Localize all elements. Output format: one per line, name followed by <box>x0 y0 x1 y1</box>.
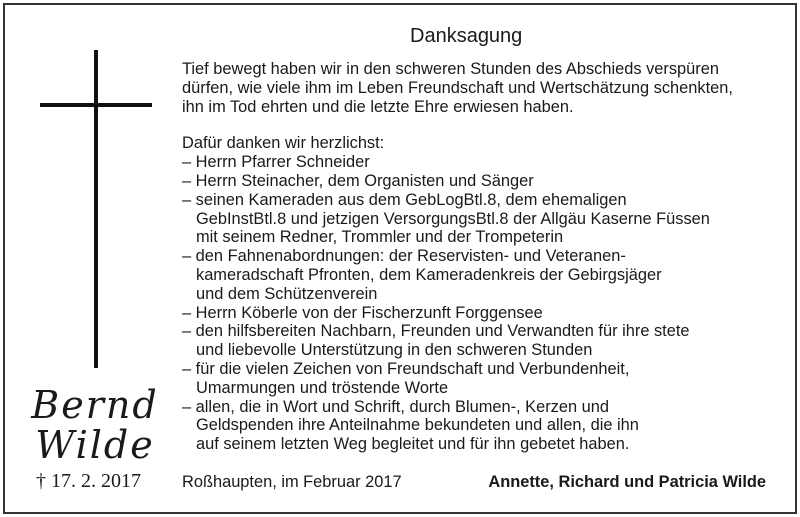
notice-body <box>182 60 782 454</box>
intro-line: Tief bewegt haben wir in den schweren Stunden des Abschieds verspüren <box>182 60 719 78</box>
deceased-last-name: Wilde <box>35 423 155 467</box>
thanks-item-cont: auf seinem letzten Weg begleitet und für ihn gebetet haben. <box>196 435 630 454</box>
thanks-item-cont: und liebevolle Unterstützung in den schweren Stunden <box>196 341 593 360</box>
deceased-first-name: Bernd <box>31 383 159 427</box>
thanks-item: – allen, die in Wort und Schrift, durch Blumen-, Kerzen und <box>182 397 609 416</box>
notice-title: Danksagung <box>410 25 523 47</box>
intro-line: dürfen, wie viele ihm im Leben Freundschaft und Wertschätzung schenkten, <box>182 78 733 97</box>
thanks-item: – seinen Kameraden aus dem GebLogBtl.8, dem ehemaligen <box>182 190 627 209</box>
thanks-intro: Dafür danken wir herzlichst: <box>182 134 385 153</box>
death-date: † 17. 2. 2017 <box>36 470 141 492</box>
thanks-item: – den Fahnenabordnungen: der Reservisten- und Veteranen- <box>182 247 626 266</box>
thanks-item-cont: Umarmungen und tröstende Worte <box>196 378 449 397</box>
cross-icon-bar <box>40 103 152 107</box>
thanks-item-cont: kameradschaft Pfronten, dem Kameradenkreis der Gebirgsjäger <box>196 265 662 284</box>
cross-icon <box>94 50 98 368</box>
thanks-item: – Herrn Pfarrer Schneider <box>182 153 370 172</box>
thanks-item: – den hilfsbereiten Nachbarn, Freunden und Verwandten für ihre stete <box>182 322 690 341</box>
intro-line: ihn im Tod ehrten und die letzte Ehre erwiesen haben. <box>182 97 574 116</box>
thanks-item-cont: Geldspenden ihre Anteilnahme bekundeten und allen, die ihn <box>196 416 639 435</box>
thanks-item-cont: mit seinem Redner, Trommler und der Trompeterin <box>196 228 564 247</box>
thanks-item: – Herrn Köberle von der Fischerzunft Forggensee <box>182 303 543 322</box>
place-date: Roßhaupten, im Februar 2017 <box>182 473 402 491</box>
thanks-item-cont: und dem Schützenverein <box>196 284 378 303</box>
thanks-item: – Herrn Steinacher, dem Organisten und Sänger <box>182 171 534 190</box>
thanks-item-cont: GebInstBtl.8 und jetzigen VersorgungsBtl.8 der Allgäu Kaserne Füssen <box>196 209 710 228</box>
thanks-item: – für die vielen Zeichen von Freundschaft und Verbundenheit, <box>182 359 630 378</box>
signatories: Annette, Richard und Patricia Wilde <box>488 473 766 491</box>
